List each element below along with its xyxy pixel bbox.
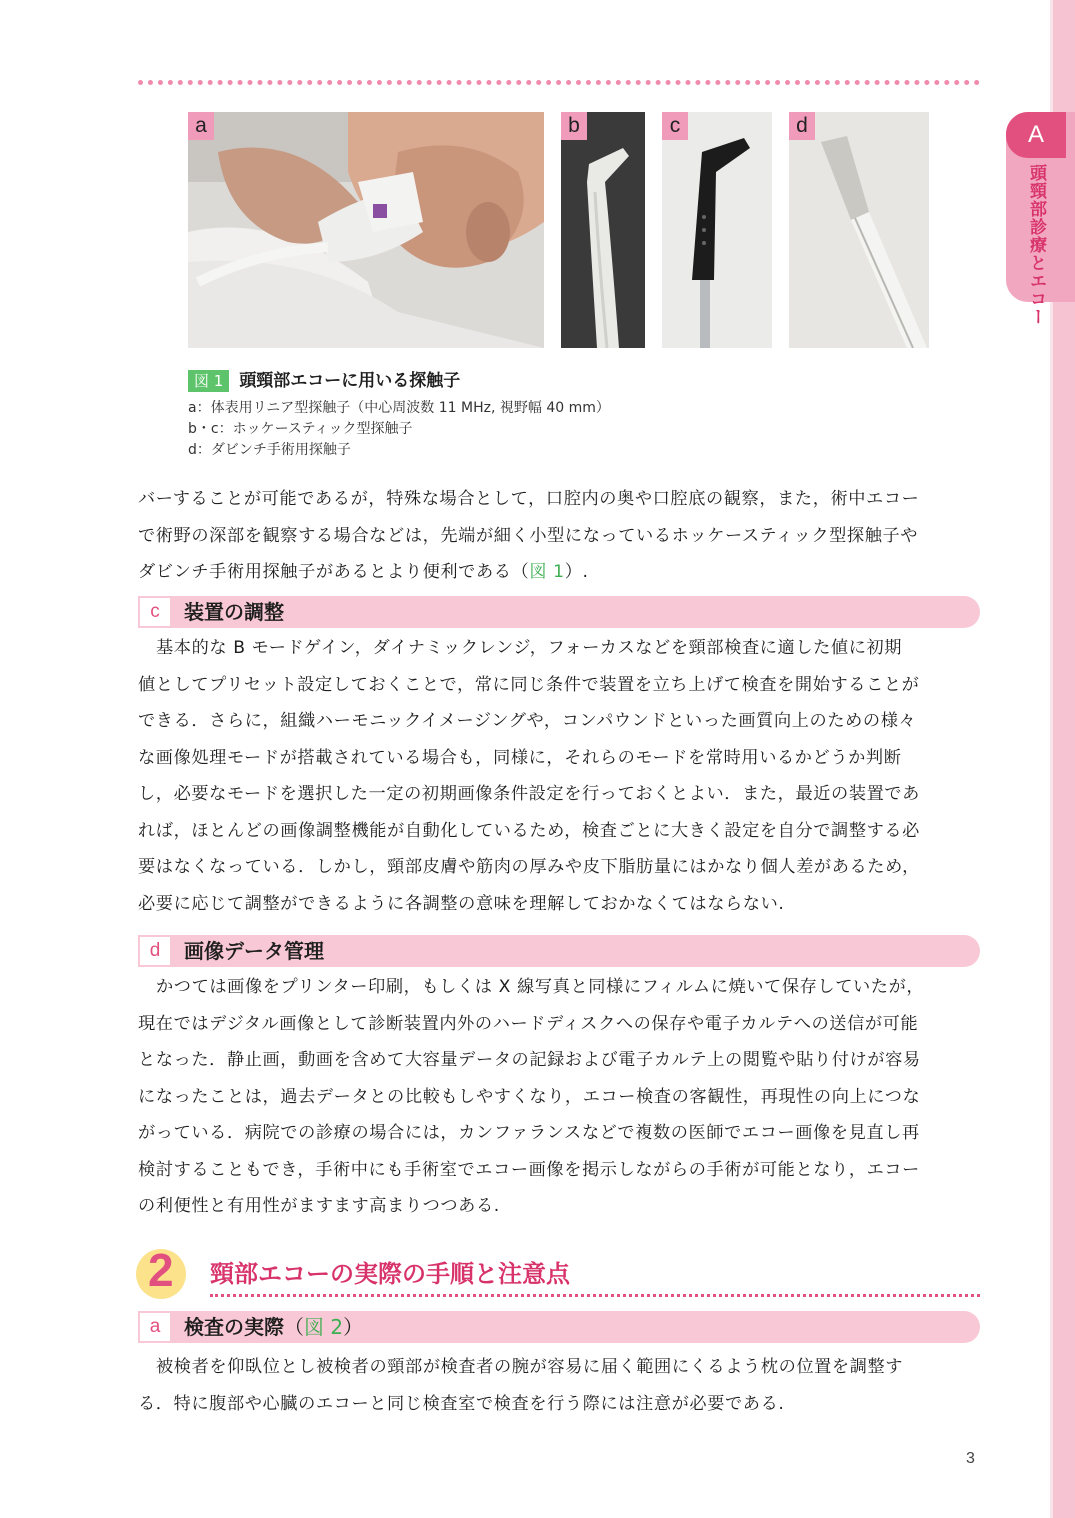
figure-caption — [188, 366, 460, 392]
paragraph-line: になったことは，過去データとの比較もしやすくなり，エコー検査の客観性，再現性の向上につな — [138, 1086, 921, 1107]
paragraph-line: 基本的な B モードゲイン，ダイナミックレンジ，フォーカスなどを頸部検査に適した値に初期 — [156, 638, 903, 658]
paragraph-text: ダビンチ手術用探触子があるとより便利である（ — [138, 562, 530, 582]
panel-label-b: b — [561, 112, 587, 140]
paragraph-line: 必要に応じて調整ができるように各調整の意味を理解しておかなくてはならない. — [138, 893, 785, 914]
figure-photo-a — [188, 112, 544, 348]
paragraph-line: かつては画像をプリンター印刷，もしくは X 線写真と同様にフィルムに焼いて保存していたが， — [156, 977, 925, 997]
intro-paragraph — [138, 481, 983, 591]
paragraph-line: バーすることが可能であるが，特殊な場合として，口腔内の奥や口腔底の観察，また，術中エコー — [138, 489, 920, 509]
chapter-heading-rule — [210, 1294, 980, 1297]
figure-title: 頭頸部エコーに用いる探触子 — [239, 371, 461, 391]
figure-photo-b — [561, 112, 645, 348]
section-heading-d — [138, 935, 980, 967]
paragraph-line: し，必要なモードを選択した一定の初期画像条件設定を行っておくとよい．また，最近の装置であ — [138, 784, 920, 804]
chapter-number: 2 — [148, 1244, 174, 1296]
legend-item-a: a：体表用リニア型探触子（中心周波数 11 MHz, 視野幅 40 mm） — [188, 400, 610, 416]
chapter-label: 頭頸部診療とエコー — [1026, 164, 1046, 326]
paragraph-line: る．特に腹部や心臓のエコーと同じ検査室で検査を行う際には注意が必要である. — [138, 1393, 785, 1414]
paragraph-line: な画像処理モードが搭載されている場合も，同様に，それらのモードを常時用いるかどうか判断 — [138, 747, 902, 768]
panel-label-d: d — [789, 112, 815, 140]
panel-label-c: c — [662, 112, 688, 140]
chapter-heading: 頸部エコーの実際の手順と注意点 — [210, 1260, 570, 1288]
legend-item-d: d：ダビンチ手術用探触子 — [188, 442, 351, 458]
section-c-paragraph — [138, 630, 983, 922]
top-dotted-rule — [138, 80, 980, 85]
section-heading-c — [138, 596, 980, 628]
page-number: 3 — [966, 1450, 975, 1467]
hockey-stick-probe-c — [662, 112, 772, 348]
neck-exam-photo — [188, 112, 544, 348]
paragraph-line: 被検者を仰臥位とし被検者の頸部が検査者の腕が容易に届く範囲にくるよう枕の位置を調整す — [156, 1357, 904, 1377]
davinci-probe-d — [789, 112, 929, 348]
section-letter-c: c — [138, 596, 172, 628]
hockey-stick-probe-b — [561, 112, 645, 348]
panel-label-a: a — [188, 112, 214, 140]
paragraph-line — [138, 554, 983, 591]
figure-ref-link[interactable]: 図 1 — [529, 562, 565, 582]
paragraph-line: れば，ほとんどの画像調整機能が自動化しているため，検査ごとに大きく設定を自分で調整する必 — [138, 820, 920, 841]
ref-bracket-close: ） — [343, 1315, 364, 1339]
paragraph-line: 検討することもでき，手術中にも手術室でエコー画像を掲示しながらの手術が可能となり，エコー — [138, 1159, 920, 1180]
paragraph-line: がっている．病院での診療の場合には，カンファランスなどで複数の医師でエコー画像を見直し再 — [138, 1123, 920, 1143]
section-title-a — [184, 1311, 363, 1343]
section-title-c: 装置の調整 — [184, 600, 284, 624]
figure-photo-c — [662, 112, 772, 348]
section-d-paragraph — [138, 969, 983, 1225]
paragraph-line: 値としてプリセット設定しておくことで，常に同じ条件で装置を立ち上げて検査を開始することが — [138, 674, 920, 695]
figure-legend — [188, 398, 610, 461]
paragraph-line: 現在ではデジタル画像として診断装置内外のハードディスクへの保存や電子カルテへの送信が可能 — [138, 1013, 919, 1034]
section-title-d: 画像データ管理 — [184, 939, 324, 963]
figure-photo-d — [789, 112, 929, 348]
figure-badge: 図 1 — [188, 370, 229, 392]
paragraph-line: できる．さらに，組織ハーモニックイメージングや，コンパウンドといった画質向上のための様々 — [138, 711, 917, 731]
section-letter-d: d — [138, 935, 172, 967]
paragraph-line: の利便性と有用性がますます高まりつつある. — [138, 1196, 500, 1216]
paragraph-text: ）. — [564, 562, 589, 582]
section-a-paragraph — [138, 1349, 983, 1422]
section-title-text: 検査の実際 — [184, 1315, 284, 1339]
paragraph-line: 要はなくなっている．しかし，頸部皮膚や筋肉の厚みや皮下脂肪量にはかなり個人差があるため， — [138, 857, 920, 877]
figure-ref-link[interactable]: 図 2 — [304, 1315, 344, 1339]
paragraph-line: で術野の深部を観察する場合などは，先端が細く小型になっているホッケースティック型探触子や — [138, 525, 919, 546]
legend-item-bc: b・c：ホッケースティック型探触子 — [188, 421, 413, 437]
paragraph-line: となった．静止画，動画を含めて大容量データの記録および電子カルテ上の閲覧や貼り付けが容易 — [138, 1050, 921, 1070]
ref-bracket-open: （ — [284, 1315, 304, 1339]
chapter-number-circle — [136, 1244, 186, 1299]
section-heading-a — [138, 1311, 980, 1343]
section-letter-a: a — [138, 1311, 172, 1343]
chapter-letter: A — [1006, 112, 1066, 158]
